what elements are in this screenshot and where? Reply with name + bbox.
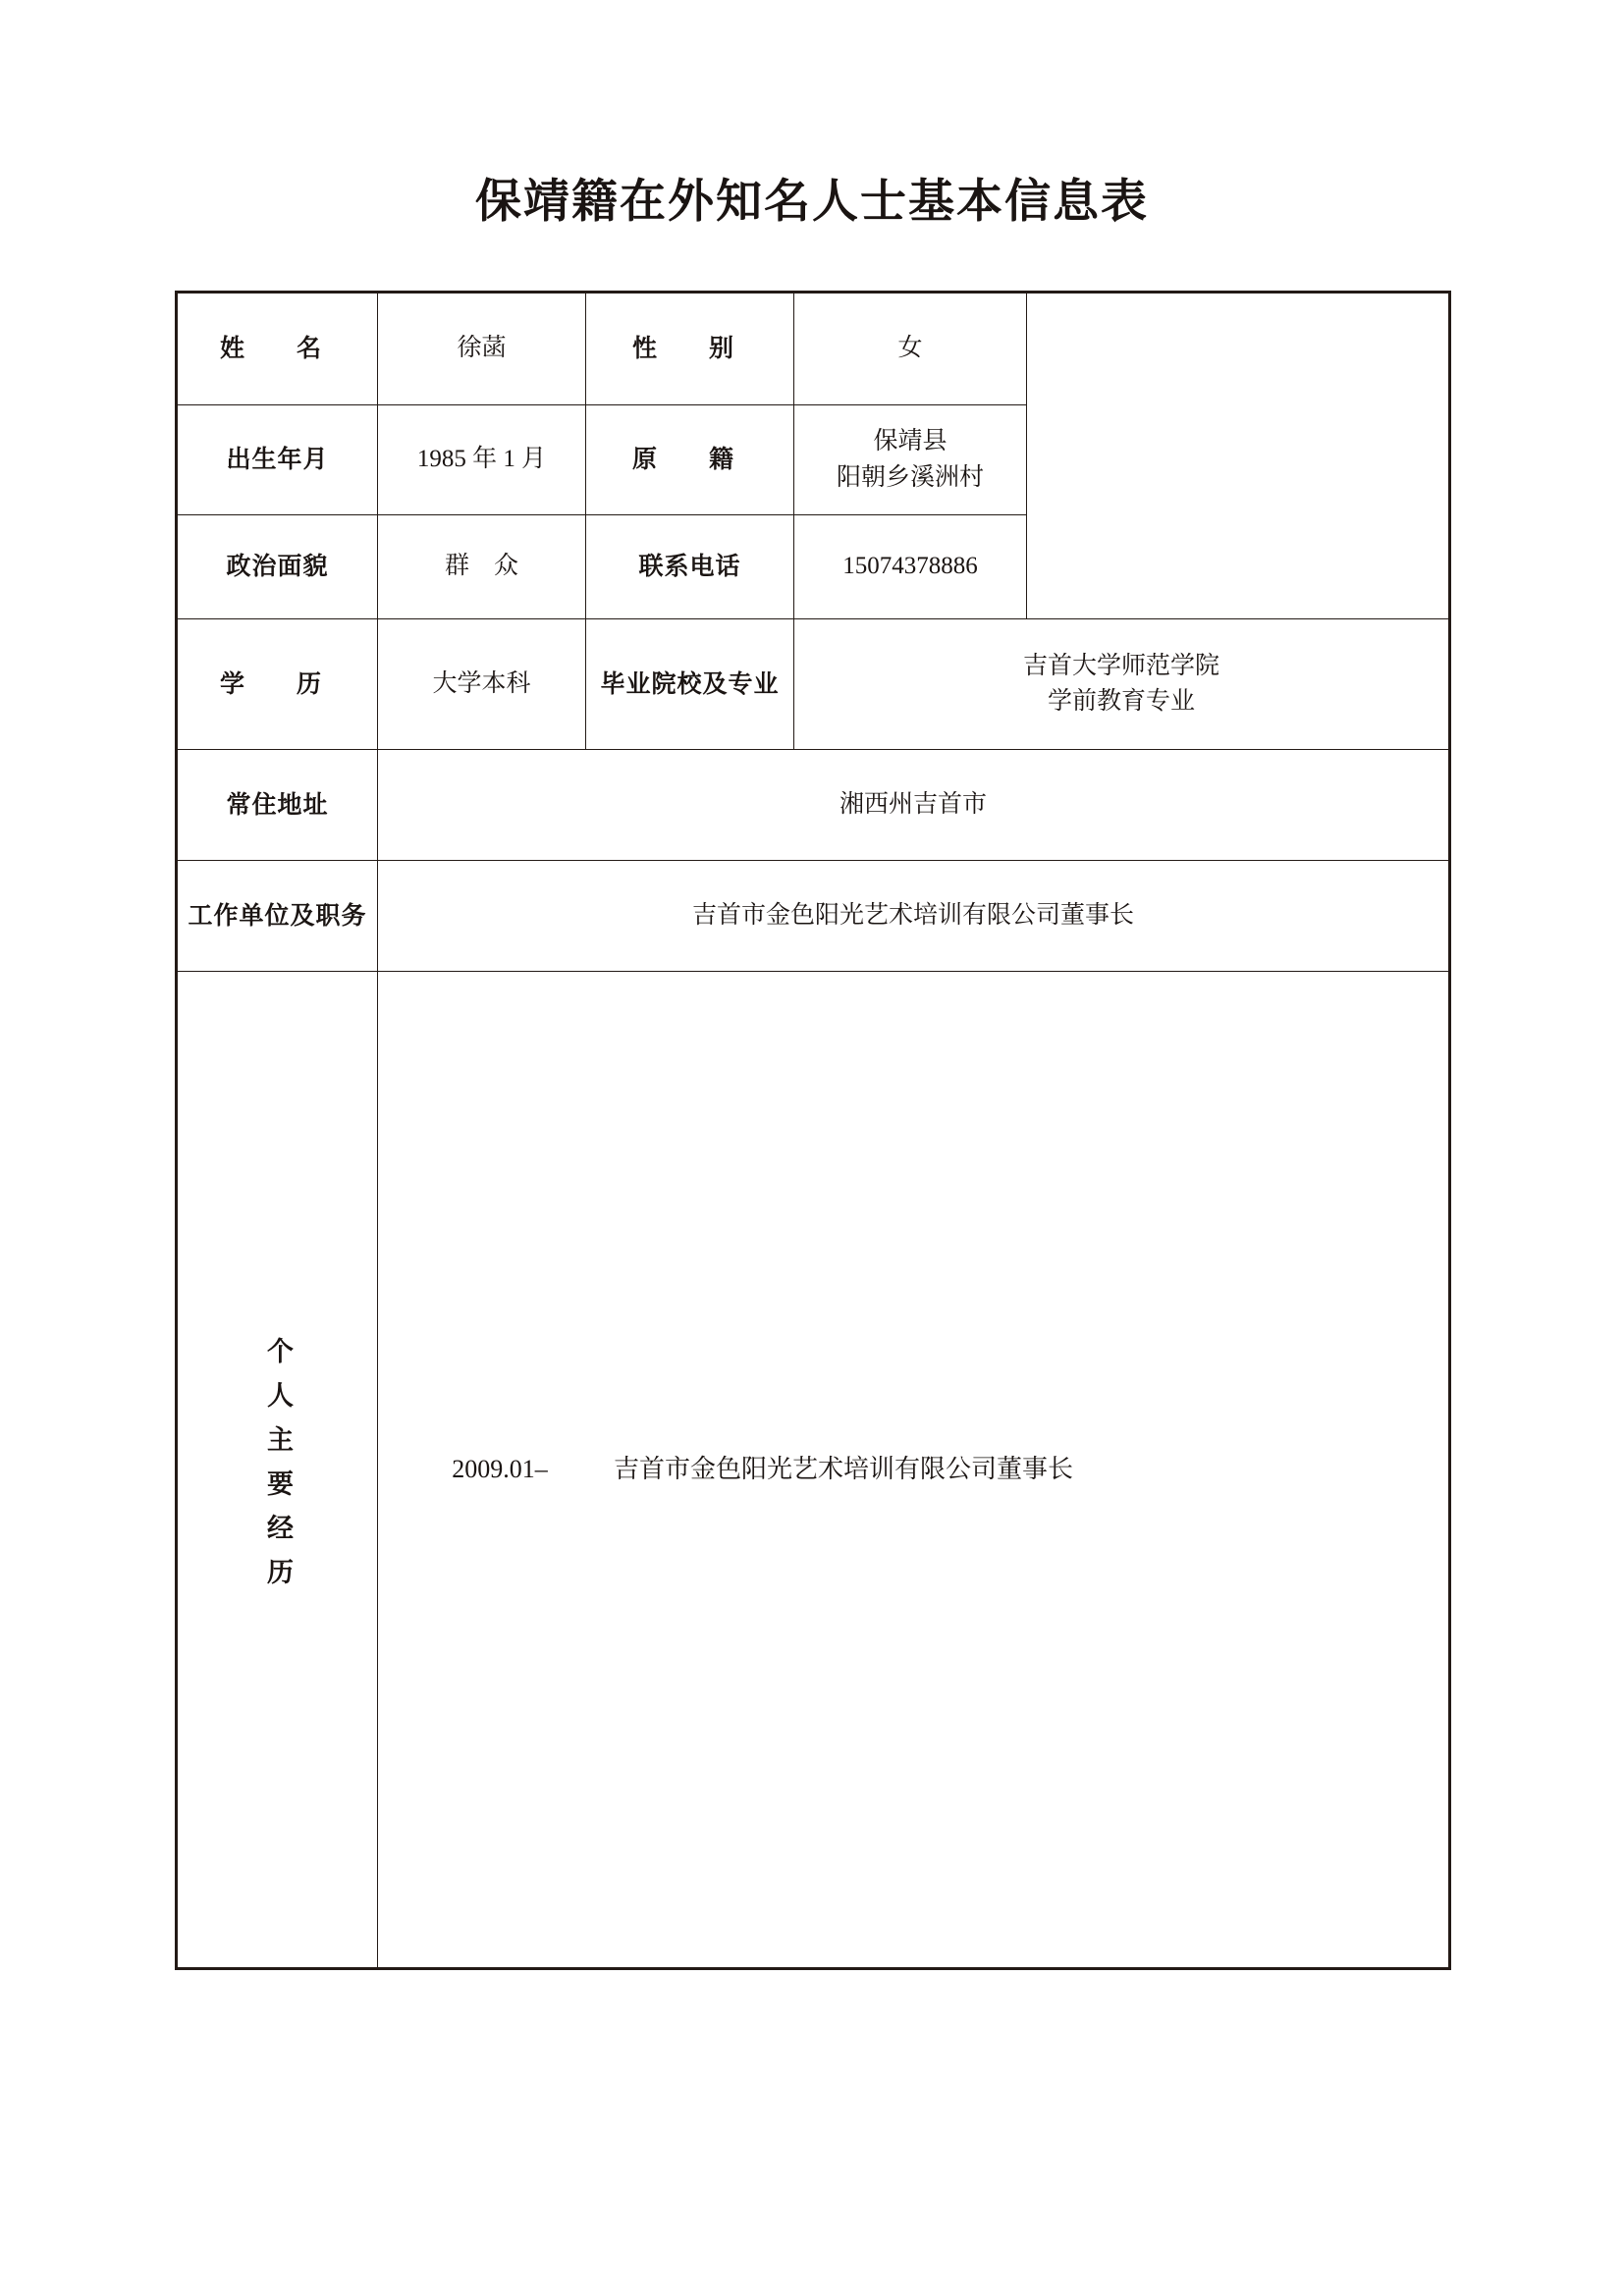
value-political-status: 群 众 <box>378 515 586 619</box>
value-origin-line1: 保靖县 <box>873 428 947 455</box>
value-employer: 吉首市金色阳光艺术培训有限公司董事长 <box>378 861 1450 972</box>
page-title: 保靖籍在外知名人士基本信息表 <box>475 175 1149 229</box>
label-origin: 原 籍 <box>586 405 794 515</box>
value-education: 大学本科 <box>378 619 586 750</box>
value-origin-line2: 阳朝乡溪洲村 <box>836 463 984 491</box>
label-birth: 出生年月 <box>177 405 378 515</box>
table-row <box>177 750 1450 861</box>
label-name: 姓 名 <box>177 293 378 405</box>
value-origin <box>794 405 1027 515</box>
value-gender: 女 <box>794 293 1027 405</box>
value-address: 湘西州吉首市 <box>378 750 1450 861</box>
label-phone: 联系电话 <box>586 515 794 619</box>
label-address: 常住地址 <box>177 750 378 861</box>
table-row <box>177 972 1450 1969</box>
label-experience-cell <box>177 972 378 1969</box>
value-school-line1: 吉首大学师范学院 <box>1022 652 1219 679</box>
table-row <box>177 293 1450 405</box>
label-gender: 性 别 <box>586 293 794 405</box>
experience-content <box>378 972 1450 1969</box>
value-school <box>794 619 1450 750</box>
label-political-status: 政治面貌 <box>177 515 378 619</box>
person-info-table <box>175 291 1451 1970</box>
photo-cell <box>1027 293 1450 619</box>
value-birth: 1985 年 1 月 <box>378 405 586 515</box>
experience-entry-date: 2009.01– <box>452 1455 548 1484</box>
value-name: 徐菡 <box>378 293 586 405</box>
label-experience: 个人主要经历 <box>262 1337 293 1602</box>
label-school: 毕业院校及专业 <box>586 619 794 750</box>
table-row <box>177 619 1450 750</box>
table-row <box>177 861 1450 972</box>
experience-entry-text: 吉首市金色阳光艺术培训有限公司董事长 <box>614 1455 1074 1484</box>
label-education: 学 历 <box>177 619 378 750</box>
value-phone: 15074378886 <box>794 515 1027 619</box>
value-school-line2: 学前教育专业 <box>1047 688 1195 715</box>
label-employer: 工作单位及职务 <box>177 861 378 972</box>
experience-entry <box>378 1451 1448 1488</box>
